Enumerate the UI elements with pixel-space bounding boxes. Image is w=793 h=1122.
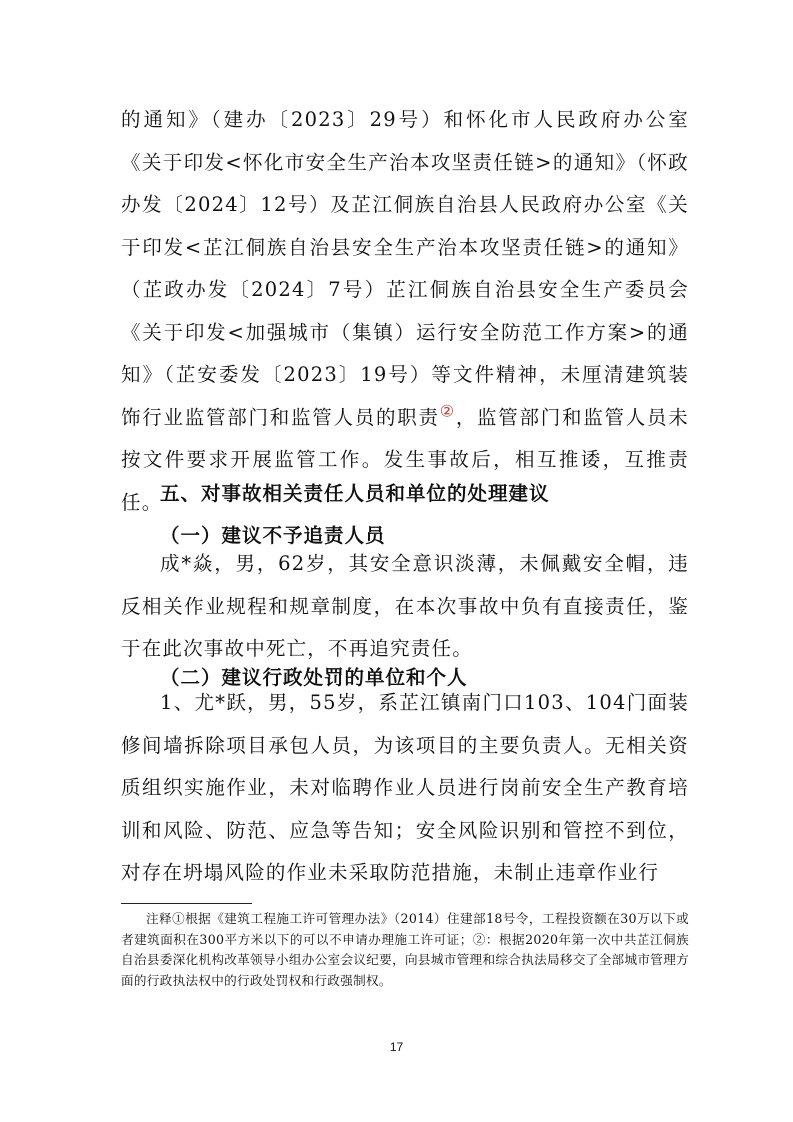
paragraph-text: 的通知》（建办〔2023〕29号）和怀化市人民政府办公室《关于印发<怀化市安全生产治本攻坚责任链>的通知》（怀政办发〔2024〕12号）及芷江侗族自治县人民政府办公室《关于印发<芷江侗族自治县安全生产治本攻坚责任链>的通知》（芷政办发〔2024〕7号）芷江侗族自治县安全生产委员会《关于印发<加强城市（集镇）运行安全防范工作方案>的通知》（芷安委发〔2023〕19号）等文件精神，未厘清建筑装饰行业监管部门和监管人员的职责 <box>121 108 689 429</box>
paragraph-text-tail: ，监管部门和监管人员未按文件要求开展监管工作。发生事故后，相互推诿，互推责任。 <box>121 405 689 514</box>
section-heading-5: 五、对事故相关责任人员和单位的处理建议 <box>160 482 550 505</box>
footnote-marker[interactable]: ② <box>439 401 456 420</box>
footnote-divider <box>121 903 252 904</box>
paragraph-continued <box>121 99 689 524</box>
paragraph-penalty-1: 1、尤*跃，男，55岁，系芷江镇南门口103、104门面装修间墙拆除项目承包人员，为该项目的主要负责人。无相关资质组织实施作业，未对临聘作业人员进行岗前安全生产教育培训和风险、防范、应急等告知；安全风险识别和管控不到位，对存在坍塌风险的作业未采取防范措施，未制止违章作业行 <box>121 691 689 884</box>
subsection-heading-1: （一）建议不予追责人员 <box>160 524 386 547</box>
page-number: 17 <box>389 1040 404 1054</box>
subsection-heading-2: （二）建议行政处罚的单位和个人 <box>160 666 468 689</box>
paragraph-no-accountability: 成*焱，男，62岁，其安全意识淡薄，未佩戴安全帽，违反相关作业规程和规章制度，在本次事故中负有直接责任，鉴于在此次事故中死亡，不再追究责任。 <box>121 552 689 660</box>
footnote: 注释①根据《建筑工程施工许可管理办法》（2014）住建部18号令，工程投资额在30万以下或者建筑面积在300平方米以下的可以不申请办理施工许可证；②：根据2020年第一次中共芷江侗族自治县委深化机构改革领导小组办公室会议纪要，向县城市管理和综合执法局移交了全部城市管理方面的行政执法权中的行政处罚权和行政强制权。 <box>121 911 689 988</box>
